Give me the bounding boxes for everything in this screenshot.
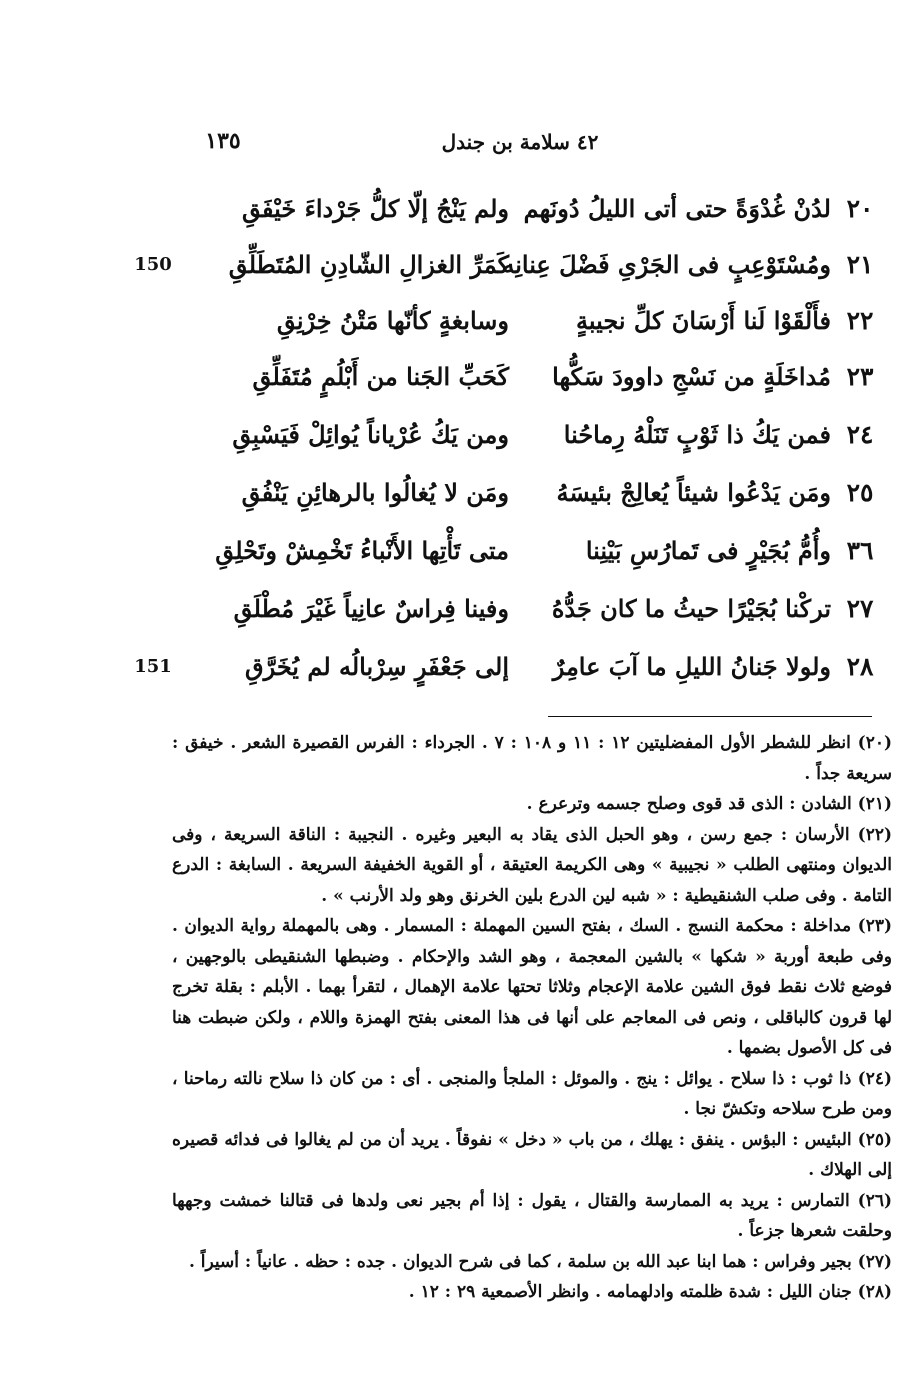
margin-verse-count: 150 <box>134 254 172 275</box>
verse-number: ٣٦ <box>846 536 874 565</box>
verse-second-hemistich: متى تَأْتِها الأَنْباءُ تَخْمِشْ وتَحْلِقِ <box>215 536 509 565</box>
footnote-separator <box>548 716 872 717</box>
verse-number: ٢٣ <box>846 362 874 391</box>
verse-first-hemistich: ومَن يَدْعُوا شيئاً يُعالِجْ بئيسَهُ <box>556 478 831 507</box>
verse-second-hemistich: كَحَبِّ الجَنا من أَبْلُمٍ مُتَفَلِّقِ <box>252 362 509 391</box>
verse-number: ٢٢ <box>846 306 874 335</box>
verse-first-hemistich: وأُمُّ بُجَيْرٍ فى تَمارُسِ بَيْنِنا <box>585 536 831 565</box>
verse-second-hemistich: وفينا فِراسٌ عانِياً غَيْرَ مُطْلَقِ <box>233 594 509 623</box>
verse-first-hemistich: مُداخَلَةٍ من نَسْجِ داوودَ سَكُّها <box>552 362 831 391</box>
verse-row <box>0 244 909 294</box>
footnote: (٢٨) جنان الليل : شدة ظلمته وادلهمامه . وانظر الأصمعية ٢٩ : ١٢ . <box>408 1282 892 1302</box>
verse-number: ٢٠ <box>846 194 874 223</box>
verse-row <box>0 300 909 350</box>
footnote: (٢٦) التمارس : يريد به الممارسة والقتال ، يقول : إذا أم بجير نعى ولدها فى قتالنا خمشت وجهها وحلقت شعرها جزعاً . <box>172 1190 892 1241</box>
verse-second-hemistich: ومن يَكُ عُرْياناً يُوائِلْ فَيَسْبِقِ <box>232 420 509 449</box>
footnote: (٢٣) مداخلة : محكمة النسج . السك ، بفتح السين المهملة : المسمار . وهى بالمهملة رواية الديوان . وفى طبعة أوربة « شكها » بالشين المعجمة ، وهو الشد والإحكام . وضبطها الشنقيطى بالوجهين ، فوضع ثلاث نقط فوق الشين علامة الإعجام وثلاثا تحتها علامة الإهمال ، لتقرأ بهما . الأبلم : بقلة تخرج لها قرون كالباقلى ، ونص فى المعاجم على أنها فى هذا المعنى بفتح الهمزة واللام ، ولكن ضبطت هنا فى كل الأصول بضمها . <box>172 916 892 1058</box>
verse-first-hemistich: تركْنا بُجَيْرًا حيثُ ما كان جَدُّهُ <box>551 594 831 623</box>
footnotes-block <box>172 728 892 1308</box>
margin-verse-count: 151 <box>134 656 172 677</box>
verse-number: ٢٥ <box>846 478 874 507</box>
verse-second-hemistich: إلى جَعْفَرٍ سِرْبالُه لم يُخَرَّقِ <box>244 652 509 681</box>
verse-second-hemistich: كَمَرِّ الغزالِ الشّادِنِ المُتَطَلِّقِ <box>228 250 509 279</box>
verse-first-hemistich: فمن يَكُ ذا ثَوْبٍ تَنَلْهُ رِماحُنا <box>563 420 831 449</box>
footnote: (٢١) الشادن : الذى قد قوى وصلح جسمه وترعرع . <box>526 794 892 814</box>
verse-row <box>0 588 909 638</box>
verse-row <box>0 414 909 464</box>
verse-number: ٢١ <box>846 250 874 279</box>
verse-row <box>0 356 909 406</box>
verse-first-hemistich: ولولا جَنانُ الليلِ ما آبَ عامِرٌ <box>552 652 831 681</box>
verse-second-hemistich: ولم يَنْجُ إلّا كلُّ جَرْداءَ خَيْفَقِ <box>242 194 509 223</box>
footnote: (٢٢) الأرسان : جمع رسن ، وهو الحبل الذى يقاد به البعير وغيره . النجيبة : الناقة السريعة ، وفى الديوان ومنتهى الطلب « نجيبية » وهى الكريمة العتيقة ، أو القوية الخفيفة السريعة . السابغة : الدرع التامة . وفى صلب الشنقيطية : « شبه لين الدرع بلين الخرنق وهو ولد الأرنب » . <box>172 824 892 906</box>
verse-number: ٢٧ <box>846 594 874 623</box>
verse-row <box>0 530 909 580</box>
footnote: (٢٥) البئيس : البؤس . ينفق : يهلك ، من باب « دخل » نفوقاً . يريد أن من لم يغالوا فى فدائه قصيره إلى الهلاك . <box>172 1129 892 1180</box>
verse-first-hemistich: لدُنْ غُدْوَةً حتى أتى الليلُ دُونَهم <box>523 194 831 223</box>
verse-number: ٢٤ <box>846 420 874 449</box>
verse-first-hemistich: فأَلْقَوْا لَنا أَرْسَانَ كلِّ نجيبةٍ <box>575 306 831 335</box>
footnote: (٢٧) بجير وفراس : هما ابنا عبد الله بن سلمة ، كما فى شرح الديوان . جده : حظه . عانياً : أسيراً . <box>188 1251 892 1272</box>
verse-row <box>0 646 909 696</box>
running-header: ٤٢ سلامة بن جندل <box>441 130 599 154</box>
verse-second-hemistich: ومَن لا يُغالُوا بالرهائِنِ يَنْفُقِ <box>241 478 509 507</box>
verse-first-hemistich: ومُسْتَوْعِبٍ فى الجَرْىِ فَضْلَ عِنانِه <box>502 250 831 279</box>
verse-number: ٢٨ <box>846 652 874 681</box>
verse-row <box>0 188 909 238</box>
verse-row <box>0 472 909 522</box>
footnote: (٢٤) ذا ثوب : ذا سلاح . يوائل : ينج . والموئل : الملجأ والمنجى . أى : من كان ذا سلاح نالته رماحنا ، ومن طرح سلاحه وتكشّ نجا . <box>172 1068 892 1119</box>
footnote: (٢٠) انظر للشطر الأول المفضليتين ١٢ : ١١ و ١٠٨ : ٧ . الجرداء : الفرس القصيرة الشعر . خيفق : سريعة جداً . <box>172 733 892 784</box>
page-number: ١٣٥ <box>205 128 241 154</box>
verse-second-hemistich: وسابغةٍ كأنّها مَتْنُ خِرْنِقِ <box>276 306 509 335</box>
